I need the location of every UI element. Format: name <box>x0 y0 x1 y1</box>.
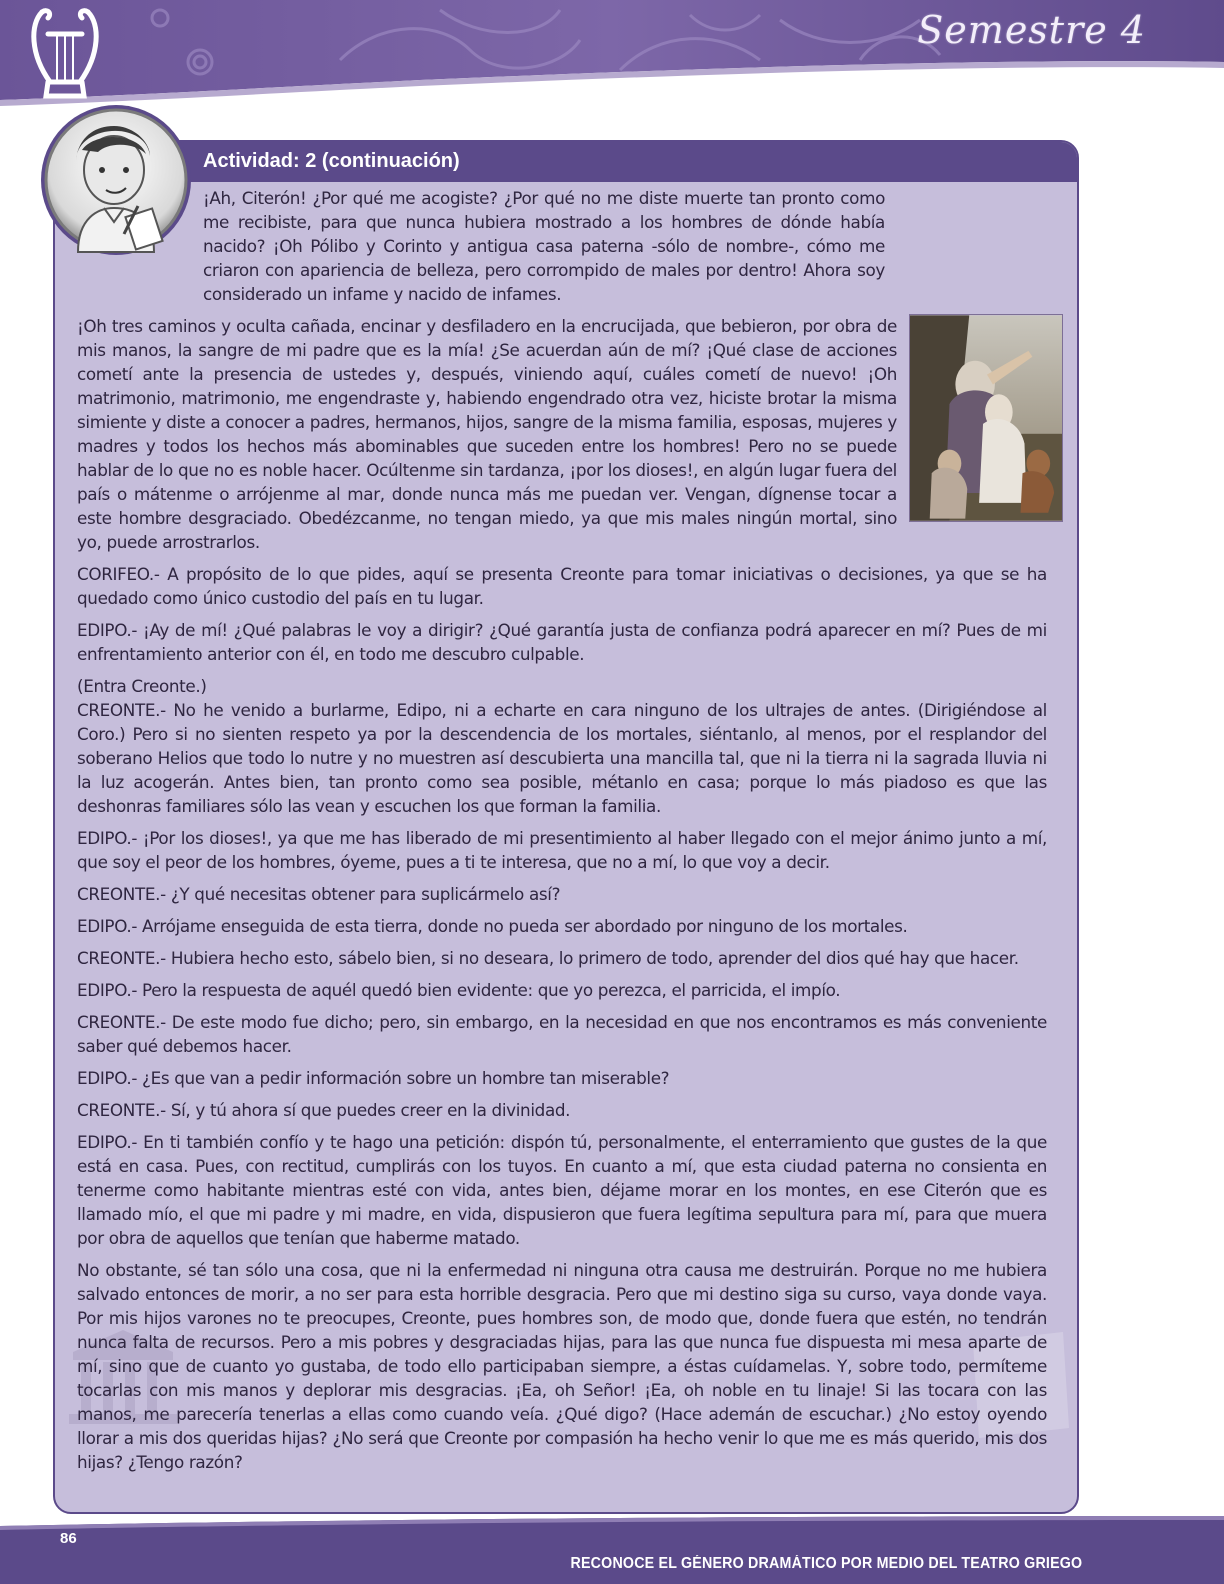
lyre-icon <box>22 4 108 104</box>
paragraph: CREONTE.- ¿Y qué necesitas obtener para suplicármelo así? <box>77 884 561 904</box>
paragraph: EDIPO.- ¿Es que van a pedir información sobre un hombre tan miserable? <box>77 1068 670 1088</box>
paragraph: EDIPO.- Arrójame enseguida de esta tierra, donde no pueda ser abordado por ninguno de los mortales. <box>77 916 908 936</box>
activity-box <box>53 140 1079 1514</box>
paragraph: EDIPO.- En ti también confío y te hago una petición: dispón tú, personalmente, el enterramiento que gustes de la que está en casa. Pues, con rectitud, cumplirás con los tuyos. En cuanto a mí, que esta ciudad paterna no consienta en tenerme como habitante mientras esté con vida, antes bien, déjame morar en los montes, en ese Citerón que es llamado mío, el que mi padre y mi madre, en vida, dispusieron que fuera legítima sepultura para mí, para que muera por obra de aquellos que tenían que haberme matado. <box>77 1132 1047 1248</box>
activity-title: Actividad: 2 (continuación) <box>203 150 460 172</box>
paragraph: EDIPO.- ¡Por los dioses!, ya que me has liberado de mi presentimiento al haber llegado con el mejor ánimo junto a mí, que soy el peor de los hombres, óyeme, pues a ti te interesa, que no a mí, lo que voy a decir. <box>77 828 1047 872</box>
oedipus-painting <box>909 314 1063 522</box>
paragraph: EDIPO.- ¡Ay de mí! ¿Qué palabras le voy a dirigir? ¿Qué garantía justa de confianza podrá aparecer en mí? Pues de mi enfrentamiento anterior con él, en todo me descubro culpable. <box>77 620 1047 664</box>
page-number: 86 <box>60 1530 77 1547</box>
stage-direction: (Entra Creonte.) <box>77 676 207 696</box>
footer-title: RECONOCE EL GÉNERO DRAMÁTICO POR MEDIO DEL TEATRO GRIEGO <box>570 1555 1082 1572</box>
paragraph: EDIPO.- Pero la respuesta de aquél quedó bien evidente: que yo perezca, el parricida, el impío. <box>77 980 841 1000</box>
paragraph: CORIFEO.- A propósito de lo que pides, aquí se presenta Creonte para tomar iniciativas o decisiones, ya que se ha quedado como único custodio del país en tu lugar. <box>77 564 1047 608</box>
footer-banner <box>0 1516 1224 1584</box>
paragraph: CREONTE.- De este modo fue dicho; pero, sin embargo, en la necesidad en que nos encontramos es más conveniente saber qué debemos hacer. <box>77 1012 1047 1056</box>
paragraph: CREONTE.- Sí, y tú ahora sí que puedes creer en la divinidad. <box>77 1100 571 1120</box>
activity-header <box>55 142 1077 182</box>
semester-label: Semestre 4 <box>917 8 1146 52</box>
paragraph: CREONTE.- Hubiera hecho esto, sábelo bien, si no deseara, lo primero de todo, aprender del dios qué hay que hacer. <box>77 948 1019 968</box>
paragraph: No obstante, sé tan sólo una cosa, que ni la enfermedad ni ninguna otra causa me destruirán. Porque no me hubiera salvado entonces de morir, a no ser para esta horrible desgracia. Pero que mi destino siga su curso, vaya donde vaya. Por mis hijos varones no te preocupes, Creonte, pues hombres son, de modo que, donde fuera que estén, no tendrán nunca falta de recursos. Pero a mis pobres y desgraciadas hijas, para las que nunca fue dispuesta mi mesa aparte de mí, sino que de cuanto yo gustaba, de todo ello participaban siempre, a éstas cuídamelas. Y, sobre todo, permíteme tocarlas con mis manos y deplorar mis desgracias. ¡Ea, oh Señor! ¡Ea, oh noble en tu linaje! Si las tocara con las manos, me parecería tenerlas a ellas como cuando veía. ¿Qué digo? (Hace ademán de escuchar.) ¿No estoy oyendo llorar a mis dos queridas hijas? ¿No será que Creonte por compasión ha hecho venir lo que me es más querido, mis dos hijas? ¿Tengo razón? <box>77 1260 1047 1472</box>
paragraph: ¡Oh tres caminos y oculta cañada, encinar y desfiladero en la encrucijada, que bebieron, por obra de mis manos, la sangre de mi padre que es la mía! ¿Se acuerdan aún de mí? ¡Qué clase de acciones cometí ante la presencia de ustedes y, después, viniendo aquí, cuáles cometí de nuevo! ¡Oh matrimonio, matrimonio, me engendraste y, habiendo engendrado otra vez, hiciste brotar la misma simiente y diste a conocer a padres, hermanos, hijos, sangre de la misma familia, esposas, mujeres y madres y todos los hechos más abominables que suceden entre los hombres! Pero no se puede hablar de lo que no es noble hacer. Ocúltenme sin tardanza, ¡por los dioses!, en algún lugar fuera del país o mátenme o arrójenme al mar, donde nunca más me puedan ver. Vengan, dígnense tocar a este hombre desgraciado. Obedézcanme, no tengan miedo, ya que mis males ningún mortal, sino yo, puede arrostrarlos. <box>77 316 897 552</box>
paragraph: ¡Ah, Citerón! ¿Por qué me acogiste? ¿Por qué no me diste muerte tan pronto como me recibiste, para que nunca hubiera mostrado a los hombres de dónde había nacido? ¡Oh Pólibo y Corinto y antigua casa paterna -sólo de nombre-, cómo me criaron con apariencia de belleza, pero corrompido de males por dentro! Ahora soy considerado un infame y nacido de infames. <box>203 188 885 304</box>
student-avatar <box>38 102 194 262</box>
activity-content <box>77 186 1047 1482</box>
paragraph: CREONTE.- No he venido a burlarme, Edipo, ni a echarte en cara ninguno de los ultrajes de antes. (Dirigiéndose al Coro.) Pero si no sienten respeto ya por la descendencia de los mortales, siéntanlo, al menos, por el resplandor del soberano Helios que todo lo nutre y no muestren así descubierta una mancilla tal, que ni la tierra ni la sagrada lluvia ni la luz acogerán. Antes bien, tan pronto como sea posible, métanlo en casa; porque lo más piadoso es que las deshonras familiares sólo las vean y escuchen los que forman la familia. <box>77 700 1047 816</box>
